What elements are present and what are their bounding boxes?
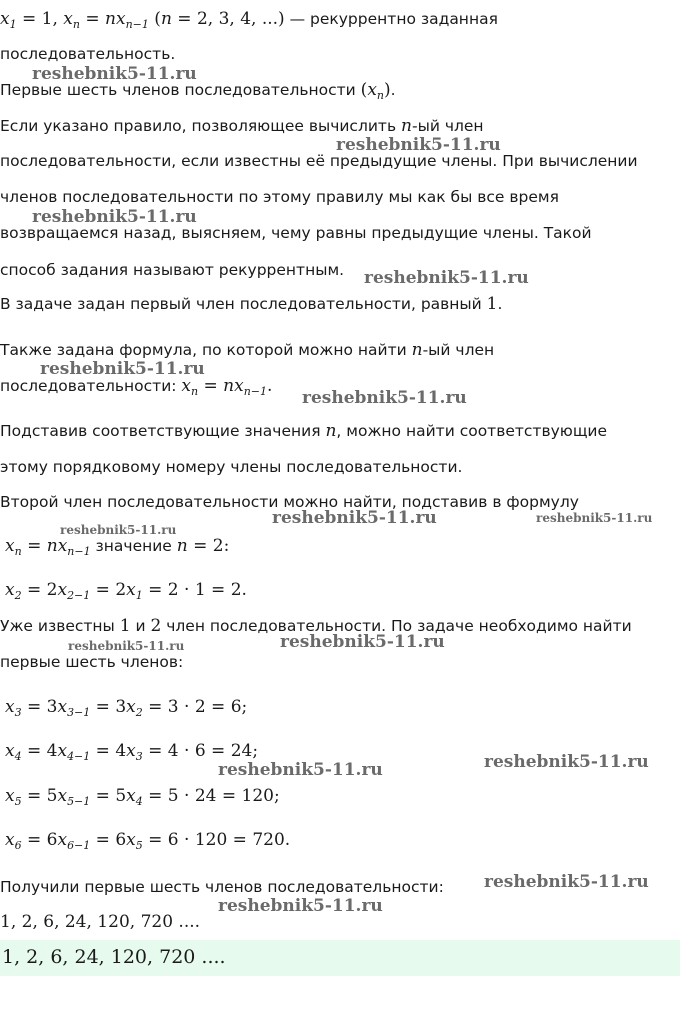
line-rule: Если указано правило, позволяющее вычислить n-ый член [0, 116, 484, 136]
line-14: Второй член последовательности можно найти, подставив в формулу [0, 493, 579, 511]
watermark: reshebnik5-11.ru [218, 760, 383, 780]
line-known: Уже известны 1 и 2 член последовательности. По задаче необходимо найти [0, 616, 632, 636]
watermark: reshebnik5-11.ru [40, 359, 205, 379]
line-5: последовательности, если известны её предыдущие члены. При вычислении [0, 152, 638, 170]
watermark: reshebnik5-11.ru [336, 135, 501, 155]
math-x3: $x_3 = 3x_{3-1} = 3x_2 = 3 \cdot 2 = 6$; [5, 697, 248, 719]
line-2: последовательность. [0, 45, 176, 63]
watermark: reshebnik5-11.ru [280, 632, 445, 652]
line-result: Получили первые шесть членов последовательности: [0, 878, 444, 896]
watermark: reshebnik5-11.ru [484, 872, 649, 892]
line-definition: $x_1 = 1$, $x_n = nx_{n-1}$ (n = 2, 3, 4, ...) — рекуррентно заданная [0, 9, 498, 31]
watermark: reshebnik5-11.ru [218, 896, 383, 916]
line-formula-given: Также задана формула, по которой можно найти n-ый член [0, 340, 495, 360]
line-substitute: Подставив соответствующие значения n, можно найти соответствующие [0, 421, 608, 441]
watermark: reshebnik5-11.ru [364, 268, 529, 288]
math-x2: $x_2 = 2x_{2-1} = 2x_1 = 2 \cdot 1 = 2$. [5, 580, 247, 602]
answer-text: 1, 2, 6, 24, 120, 720 .... [2, 946, 226, 968]
sequence-result: 1, 2, 6, 24, 120, 720 .... [0, 912, 201, 932]
watermark: reshebnik5-11.ru [60, 523, 177, 537]
watermark: reshebnik5-11.ru [32, 207, 197, 227]
math-x4: $x_4 = 4x_{4-1} = 4x_3 = 4 \cdot 6 = 24$; [5, 741, 259, 763]
watermark: reshebnik5-11.ru [32, 64, 197, 84]
line-6: членов последовательности по этому правилу мы как бы все время [0, 188, 559, 206]
line-7: возвращаемся назад, выясняем, чему равны предыдущие члены. Такой [0, 224, 592, 242]
answer-box [0, 940, 680, 976]
line-first-six: Первые шесть членов последовательности $(x_n)$. [0, 80, 396, 102]
watermark: reshebnik5-11.ru [272, 508, 437, 528]
math-x6: $x_6 = 6x_{6-1} = 6x_5 = 6 \cdot 120 = 720$. [5, 830, 291, 852]
line-18: первые шесть членов: [0, 653, 184, 671]
line-8: способ задания называют рекуррентным. [0, 261, 345, 279]
line-formula: последовательности: $x_n = nx_{n-1}$. [0, 376, 273, 398]
watermark: reshebnik5-11.ru [68, 639, 185, 653]
watermark: reshebnik5-11.ru [536, 511, 653, 525]
math-x5: $x_5 = 5x_{5-1} = 5x_4 = 5 \cdot 24 = 120$; [5, 786, 280, 808]
line-13: этому порядковому номеру члены последовательности. [0, 458, 463, 476]
watermark: reshebnik5-11.ru [484, 752, 649, 772]
line-first-term: В задаче задан первый член последовательности, равный 1. [0, 294, 503, 314]
line-n-equals-2: $x_n = nx_{n-1}$ значение n = 2: [5, 536, 230, 558]
watermark: reshebnik5-11.ru [302, 388, 467, 408]
